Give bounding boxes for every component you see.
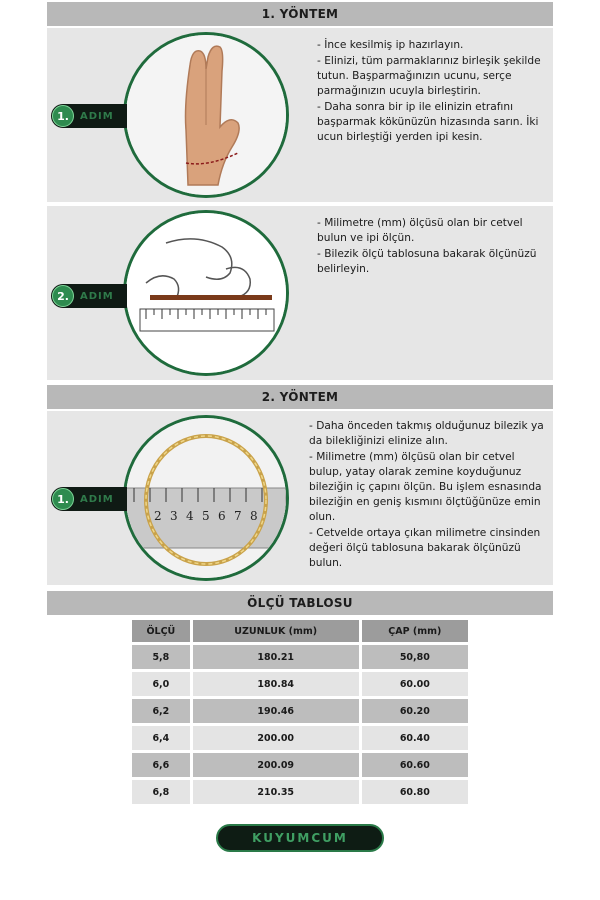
column-header: ÖLÇÜ	[132, 620, 190, 642]
badge-label: ADIM	[80, 493, 114, 505]
ruler-digit: 2	[154, 509, 162, 523]
badge-number: 1.	[52, 488, 74, 510]
step-badge	[51, 104, 127, 128]
table-cell: 180.84	[193, 672, 359, 696]
table-header-row	[132, 620, 468, 642]
method1-step1-text	[317, 38, 549, 146]
method1-title: 1. YÖNTEM	[47, 2, 553, 26]
table-cell: 6,4	[132, 726, 190, 750]
step-badge	[51, 284, 127, 308]
ruler-icon	[126, 213, 286, 373]
brand-button[interactable]: KUYUMCUM	[216, 824, 384, 852]
method1-step2-text	[317, 216, 549, 278]
instruction-line: - Elinizi, tüm parmaklarınız birleşik şekilde tutun. Başparmağınızın ucunu, serçe parmağınızın ucuyla birleştirin.	[317, 55, 541, 97]
table-cell: 190.46	[193, 699, 359, 723]
badge-label: ADIM	[80, 110, 114, 122]
hand-icon	[126, 35, 286, 195]
table-cell: 6,0	[132, 672, 190, 696]
table-row	[132, 645, 468, 669]
method1-step2-panel	[47, 206, 553, 380]
step-badge	[51, 487, 127, 511]
hand-measure-illustration	[123, 32, 289, 198]
method1-step1-panel	[47, 28, 553, 202]
ruler-digit: 8	[250, 509, 258, 523]
ruler-measure-illustration	[123, 210, 289, 376]
table-cell: 6,2	[132, 699, 190, 723]
table-row	[132, 672, 468, 696]
table-row	[132, 726, 468, 750]
table-cell: 60.00	[362, 672, 468, 696]
method2-step1-text	[309, 419, 549, 572]
badge-number: 2.	[52, 285, 74, 307]
table-cell: 60.80	[362, 780, 468, 804]
table-cell: 6,6	[132, 753, 190, 777]
table-cell: 5,8	[132, 645, 190, 669]
column-header: UZUNLUK (mm)	[193, 620, 359, 642]
instruction-line: - Milimetre (mm) ölçüsü olan bir cetvel bulun ve ipi ölçün.	[317, 217, 523, 244]
method2-step1-panel	[47, 411, 553, 585]
size-table	[132, 617, 468, 807]
bracelet-measure-illustration	[123, 415, 289, 581]
table-cell: 60.40	[362, 726, 468, 750]
table-cell: 180.21	[193, 645, 359, 669]
table-cell: 50,80	[362, 645, 468, 669]
table-row	[132, 780, 468, 804]
table-cell: 210.35	[193, 780, 359, 804]
table-row	[132, 699, 468, 723]
instruction-line: - Daha önceden takmış olduğunuz bilezik ya da bilekliğinizi elinize alın.	[309, 420, 544, 447]
instruction-line: - Bilezik ölçü tablosuna bakarak ölçünüzü belirleyin.	[317, 248, 537, 275]
bracelet-ruler-icon	[126, 418, 286, 578]
table-cell: 6,8	[132, 780, 190, 804]
ruler-digit: 7	[234, 509, 242, 523]
table-cell: 200.00	[193, 726, 359, 750]
table-cell: 60.20	[362, 699, 468, 723]
instruction-line: - İnce kesilmiş ip hazırlayın.	[317, 39, 464, 51]
ruler-digit: 3	[170, 509, 178, 523]
instruction-line: - Cetvelde ortaya çıkan milimetre cinsinden değeri ölçü tablosuna bakarak ölçünüzü bulun.	[309, 527, 541, 569]
instruction-line: - Daha sonra bir ip ile elinizin etrafını başparmak kökünüzün hizasında sarın. İki ucun birleştiği yerden ipi kesin.	[317, 101, 539, 143]
ruler-digit: 6	[218, 509, 226, 523]
table-cell: 200.09	[193, 753, 359, 777]
table-cell: 60.60	[362, 753, 468, 777]
size-table-title: ÖLÇÜ TABLOSU	[47, 591, 553, 615]
badge-number: 1.	[52, 105, 74, 127]
ruler-digit: 5	[202, 509, 210, 523]
table-row	[132, 753, 468, 777]
ruler-digit: 4	[186, 509, 194, 523]
badge-label: ADIM	[80, 290, 114, 302]
method2-title: 2. YÖNTEM	[47, 385, 553, 409]
instruction-line: - Milimetre (mm) ölçüsü olan bir cetvel bulup, yatay olarak zemine koyduğunuz bileziğin iç çapını ölçün. Bu işlem esnasında bileziğin en geniş kısmını ölçtüğünüze emin olun.	[309, 451, 542, 523]
column-header: ÇAP (mm)	[362, 620, 468, 642]
